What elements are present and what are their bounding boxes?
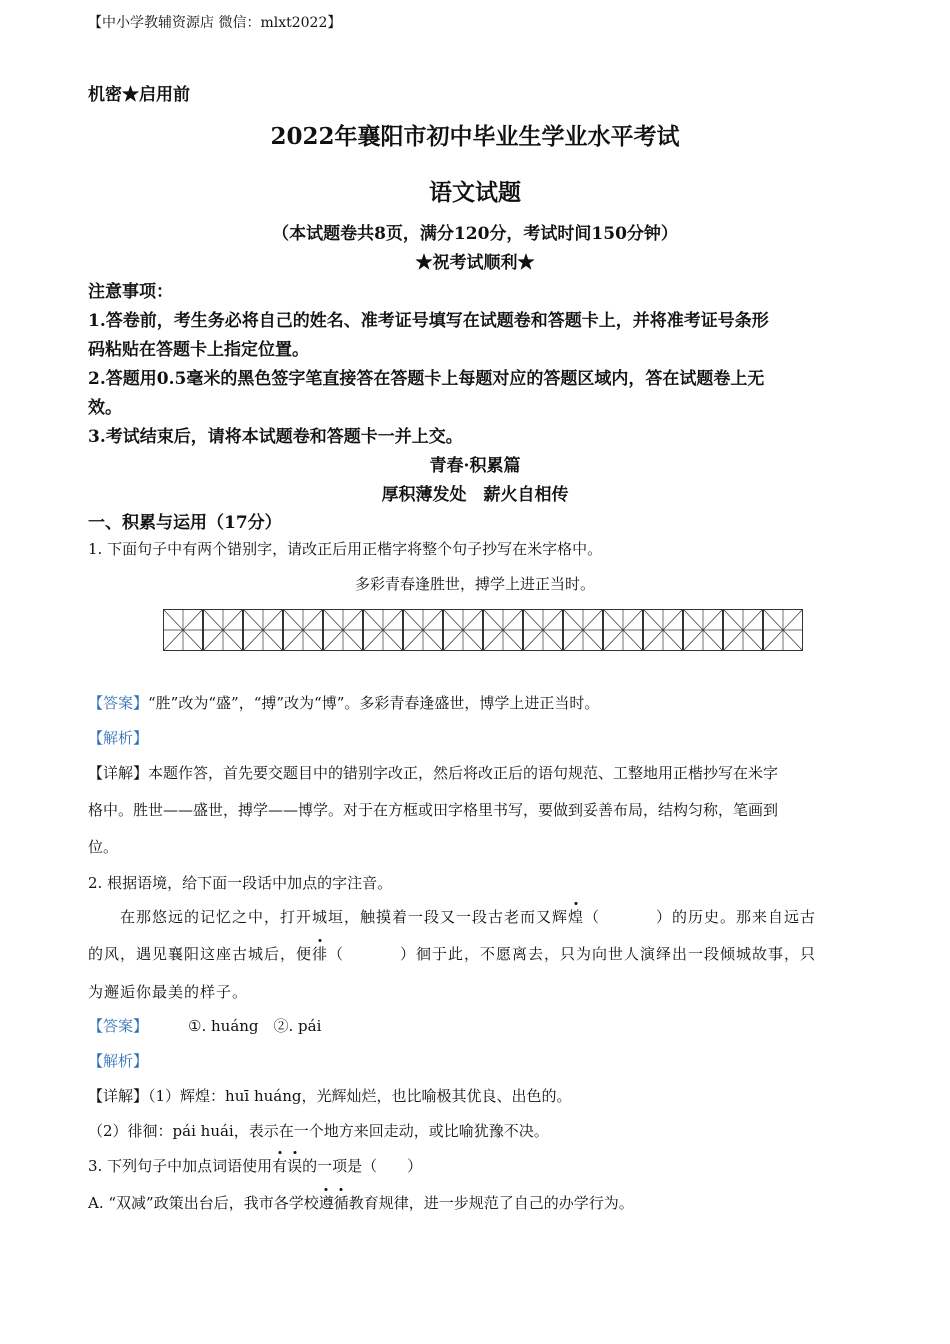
question-1-sentence: 多彩青春逢胜世，搏学上进正当时。 — [354, 575, 595, 593]
passage-text: 的风，遇见襄阳这座古城后，便 — [88, 945, 313, 963]
passage-text: ）的历史。那来自远古 — [656, 908, 817, 926]
mi-grid-cell — [163, 609, 203, 651]
section-motto: 厚积薄发处 薪火自相传 — [381, 485, 569, 505]
mi-grid-cell — [723, 609, 763, 651]
question-1-prompt: 1. 下面句子中有两个错别字，请改正后用正楷字将整个句子抄写在米字格中。 — [88, 540, 603, 558]
question-2-prompt: 2. 根据语境，给下面一段话中加点的字注音。 — [88, 874, 393, 892]
notice-line: 2.答题用0.5毫米的黑色签字笔直接答在答题卡上每题对应的答题区域内，答在试题卷上无 — [88, 369, 765, 389]
header-tag: 【中小学教辅资源店 微信：mlxt2022】 — [88, 15, 342, 31]
answer-text: ①. huáng ②. pái — [188, 1017, 322, 1035]
dotted-char: 遵 — [318, 1194, 334, 1212]
secret-mark: 机密★启用前 — [88, 85, 190, 105]
passage-text: ）徊于此，不愿离去，只为向世人演绎出一段倾城故事，只 — [400, 945, 817, 963]
dotted-char: 有 — [272, 1157, 288, 1175]
paren-open: （ — [584, 908, 601, 926]
mi-grid-cell — [323, 609, 363, 651]
answer-text: “胜”改为“盛”，“搏”改为“博”。多彩青春逢盛世，博学上进正当时。 — [148, 694, 600, 712]
page-subtitle: 语文试题 — [429, 179, 521, 206]
exam-info: （本试题卷共8页，满分120分，考试时间150分钟） — [272, 224, 678, 244]
mi-grid-cell — [763, 609, 803, 651]
notice-line: 码粘贴在答题卡上指定位置。 — [88, 340, 309, 360]
mi-grid-cell — [563, 609, 603, 651]
analysis-tag: 【解析】 — [88, 1052, 149, 1070]
dotted-char: 循 — [333, 1194, 349, 1212]
dotted-char: 误 — [287, 1157, 303, 1175]
detail-tag: 【详解】 — [88, 764, 149, 782]
dotted-char: 煌 — [568, 908, 585, 926]
answer-tag: 【答案】 — [88, 1017, 149, 1035]
question-3-prompt — [88, 1155, 422, 1176]
detail-text: （2）徘徊：pái huái，表示在一个地方来回走动，或比喻犹豫不决。 — [88, 1122, 549, 1140]
option-text: 教育规律，进一步规范了自己的办学行为。 — [348, 1194, 634, 1212]
answer-row — [88, 1015, 321, 1036]
analysis-tag: 【解析】 — [88, 729, 149, 747]
option-a — [88, 1192, 634, 1213]
mi-grid-cell — [403, 609, 443, 651]
detail-text: 格中。胜世——盛世，搏学——博学。对于在方框或田字格里书写，要做到妥善布局，结构匀称，笔画到 — [88, 801, 779, 819]
notice-line: 3.考试结束后，请将本试题卷和答题卡一并上交。 — [88, 427, 463, 447]
passage-line — [88, 943, 816, 964]
notice-line: 1.答卷前，考生务必将自己的姓名、准考证号填写在试题卷和答题卡上，并将准考证号条形 — [88, 311, 769, 331]
prompt-text: 3. 下列句子中加点词语使用 — [88, 1157, 273, 1175]
mi-grid-cell — [363, 609, 403, 651]
mi-grid-cell — [523, 609, 563, 651]
detail-text: 位。 — [88, 838, 119, 856]
mi-grid-cell — [283, 609, 323, 651]
mi-grid-cell — [683, 609, 723, 651]
paren-open: （ — [328, 945, 345, 963]
detail-row — [88, 762, 778, 783]
mi-grid-cell — [443, 609, 483, 651]
part-title: 一、积累与运用（17分） — [88, 513, 282, 533]
prompt-text: 的一项是（ ） — [302, 1157, 423, 1175]
page-title: 2022年襄阳市初中毕业生学业水平考试 — [270, 123, 680, 150]
detail-tag: 【详解】 — [88, 1087, 149, 1105]
mi-grid-cell — [243, 609, 283, 651]
mi-grid-svg — [163, 609, 803, 651]
detail-row — [88, 1085, 571, 1106]
passage-line — [120, 906, 816, 927]
notice-heading: 注意事项： — [88, 282, 173, 302]
detail-text: 本题作答，首先要交题目中的错别字改正，然后将改正后的语句规范、工整地用正楷抄写在米字 — [148, 764, 779, 782]
option-text: A. “双减”政策出台后，我市各学校 — [88, 1194, 319, 1212]
mi-grid — [163, 609, 803, 651]
passage-text: 在那悠远的记忆之中，打开城垣，触摸着一段又一段古老而又辉 — [120, 908, 569, 926]
mi-grid-cell — [203, 609, 243, 651]
section-name: 青春·积累篇 — [429, 456, 521, 476]
mi-grid-cell — [483, 609, 523, 651]
answer-tag: 【答案】 — [88, 694, 149, 712]
answer-row — [88, 692, 599, 713]
notice-line: 效。 — [88, 398, 122, 418]
passage-line: 为邂逅你最美的样子。 — [88, 983, 249, 1001]
dotted-char: 徘 — [312, 945, 329, 963]
mi-grid-cell — [603, 609, 643, 651]
wish-line: ★祝考试顺利★ — [415, 253, 535, 273]
mi-grid-cell — [643, 609, 683, 651]
detail-text: （1）辉煌：huī huáng，光辉灿烂，也比喻极其优良、出色的。 — [148, 1087, 572, 1105]
